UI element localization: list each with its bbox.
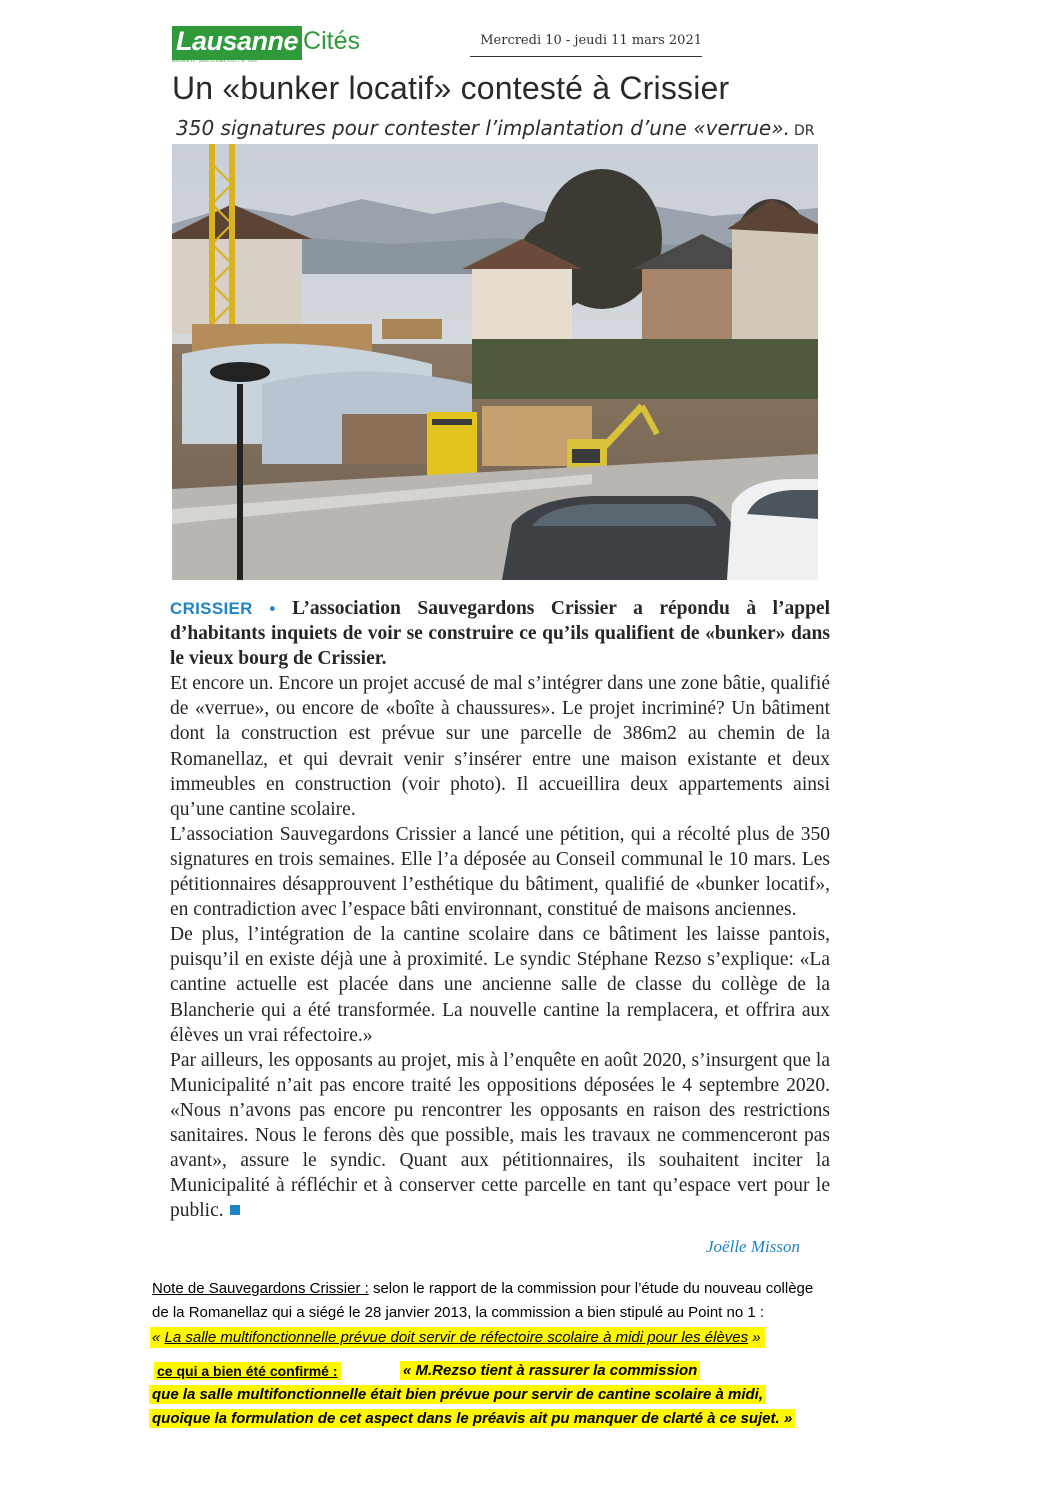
article-paragraph: L’association Sauvegardons Crissier a lancé une pétition, qui a récolté plus de 350 signatures en trois semaines. Elle l’a déposée au Conseil communal le 10 mars. Les pétitionnaires désapprouvent l’esthétique du bâtiment, qualifié de «bunker locatif», en contradiction avec l’espace bâti environnant, constitué de maisons anciennes. [170,823,830,921]
quote-2-line-2: que la salle multifonctionnelle était bien prévue pour servir de cantine scolaire à midi, [149,1385,766,1404]
end-of-article-square-icon [230,1205,240,1215]
quote-2-line-3: quoique la formulation de cet aspect dans le préavis ait pu manquer de clarté à ce sujet. » [149,1409,795,1428]
issue-date: Mercredi 10 - jeudi 11 mars 2021 [470,33,702,57]
note-label: Note de Sauvegardons Crissier : [152,1280,369,1297]
quote-2-line-1: « M.Rezso tient à rassurer la commission [400,1361,700,1380]
note-line-1 [152,1280,813,1297]
article-subheadline [176,116,814,140]
newspaper-logo [172,26,360,60]
note-line-2: de la Romanellaz qui a siégé le 28 janvier 2013, la commission a bien stipulé au Point no 1 : [152,1304,765,1321]
confirm-label: ce qui a bien été confirmé : [154,1362,341,1380]
lead-text: L’association Sauvegardons Crissier a répondu à l’appel d’habitants inquiets de voir se construire ce qu’ils qualifient de «bunker» dans le vieux bourg de Crissier. [170,598,831,670]
article-paragraph: De plus, l’intégration de la cantine scolaire dans ce bâtiment les laisse pantois, puisqu’il en existe déjà une à proximité. Le syndic Stéphane Rezso s’explique: «La cantine actuelle est placée dans une ancienne salle de classe du collège de la Blancherie qui a été transformée. La nouvelle cantine la remplacera, et offrira aux élèves un vrai réfectoire.» [170,924,830,1046]
article-author: Joëlle Misson [706,1237,800,1256]
photo-credit: DR [793,123,815,139]
note-line-1-text: selon le rapport de la commission pour l’étude du nouveau collège [368,1280,814,1297]
quote-1-open: « [152,1329,165,1346]
logo-sub-text: Cités [303,27,361,55]
quote-1-text: La salle multifonctionnelle prévue doit servir de réfectoire scolaire à midi pour les élèves [164,1329,749,1346]
logo-main-text: Lausanne [172,26,302,60]
subheadline-text: 350 signatures pour contester l’implantation d’une «verrue». [176,116,790,140]
article-headline: Un «bunker locatif» contesté à Crissier [172,70,730,106]
article-body [170,596,830,1223]
article-photo [172,144,818,580]
article-paragraph: Et encore un. Encore un projet accusé de mal s’intégrer dans une zone bâtie, qualifié de «verrue», ou encore de «boîte à chaussures». Le projet incriminé? Un bâtiment dont la construction est prévue sur une parcelle de 386m2 au chemin de la Romanellaz, et qui devrait venir s’insérer entre une maison existante et deux immeubles en construction (voir photo). Il accueillira deux appartements ainsi qu’une cantine scolaire. [170,673,830,820]
article-paragraph-last [170,1048,830,1224]
article-kicker: CRISSIER • [170,599,276,618]
last-paragraph-text: Par ailleurs, les opposants au projet, mis à l’enquête en août 2020, s’insurgent que la Municipalité n’ait pas encore traité les oppositions déposées le 4 septembre 2020. «Nous n’avons pas encore pu rencontrer les opposants en raison des restrictions sanitaires. Nous le ferons dès que possible, mais les travaux ne commenceront pas avant», assure le syndic. Quant aux pétitionnaires, ils souhaitent inciter la Municipalité à réfléchir et à conserver cette parcelle en tant qu’espace vert pour le public. [170,1049,830,1222]
note-quote-1 [150,1327,765,1348]
article-lead-paragraph [170,596,830,671]
quote-1-close: » [748,1329,761,1346]
logo-tagline: Mercredi 10 - jeudi 11 mars 2021 • N° 1004 [172,58,257,63]
